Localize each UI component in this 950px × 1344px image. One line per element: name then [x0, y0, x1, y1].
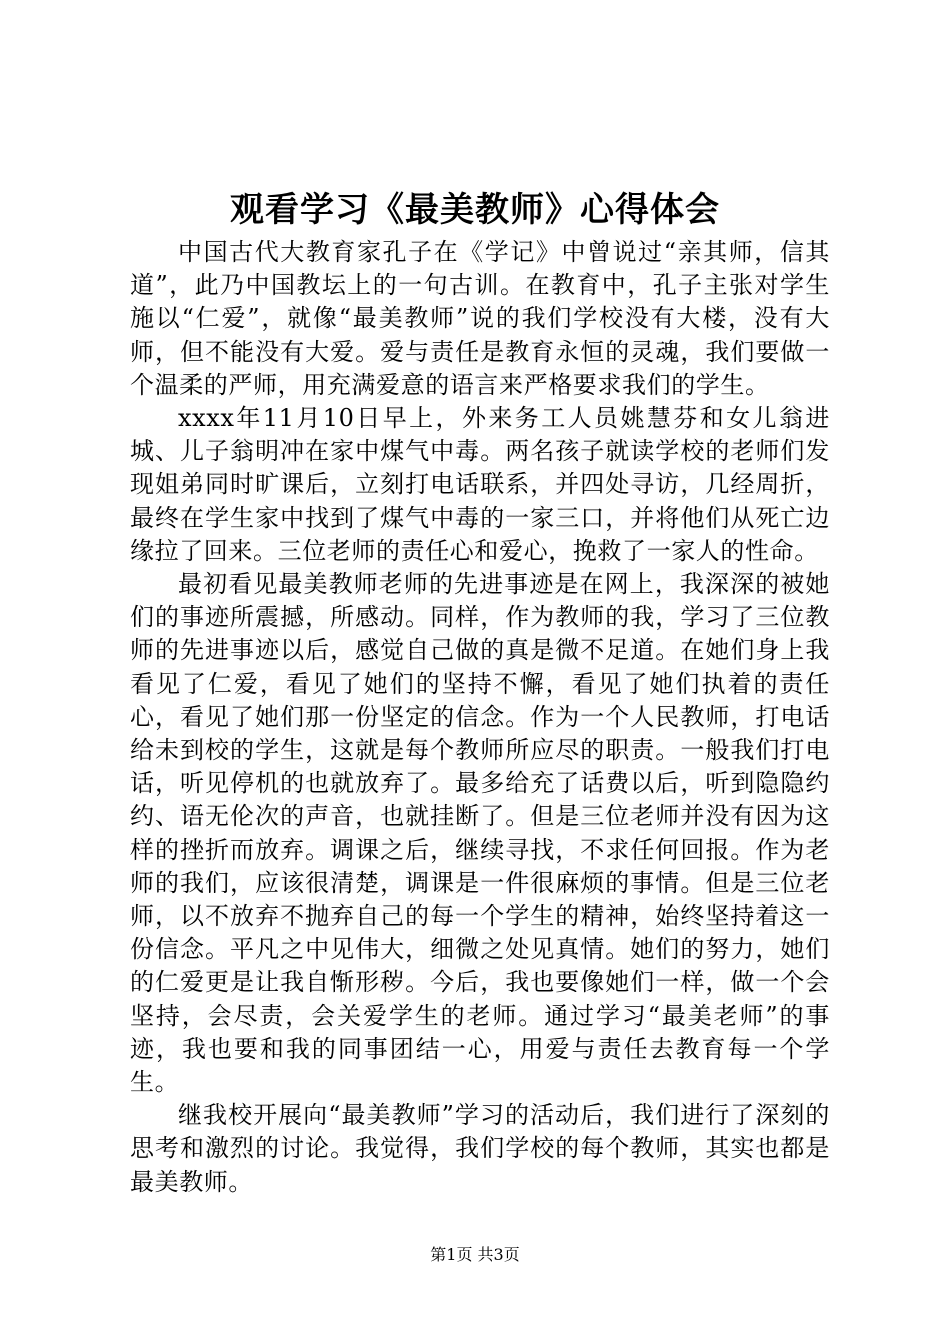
paragraph-4: 继我校开展向“最美教师”学习的活动后，我们进行了深刻的思考和激烈的讨论。我觉得，我们学校的每个教师，其实也都是最美教师。 — [130, 1101, 830, 1196]
paragraph-3: 最初看见最美教师老师的先进事迹是在网上，我深深的被她们的事迹所震撼，所感动。同样，作为教师的我，学习了三位教师的先进事迹以后，感觉自己做的真是微不足道。在她们身上我看见了仁爱，看见了她们的坚持不懈，看见了她们执着的责任心，看见了她们那一份坚定的信念。作为一个人民教师，打电话给未到校的学生，这就是每个教师所应尽的职责。一般我们打电话，听见停机的也就放弃了。最多给充了话费以后，听到隐隐约约、语无伦次的声音，也就挂断了。但是三位老师并没有因为这样的挫折而放弃。调课之后，继续寻找，不求任何回报。作为老师的我们，应该很清楚，调课是一件很麻烦的事情。但是三位老师，以不放弃不抛弃自己的每一个学生的精神，始终坚持着这一份信念。平凡之中见伟大，细微之处见真情。她们的努力，她们的仁爱更是让我自惭形秽。今后，我也要像她们一样，做一个会坚持，会尽责，会关爱学生的老师。通过学习“最美老师”的事迹，我也要和我的同事团结一心，用爱与责任去教育每一个学生。 — [130, 570, 830, 1097]
paragraph-1: 中国古代大教育家孔子在《学记》中曾说过“亲其师，信其道”，此乃中国教坛上的一句古训。在教育中，孔子主张对学生施以“仁爱”，就像“最美教师”说的我们学校没有大楼，没有大师，但不能没有大爱。爱与责任是教育永恒的灵魂，我们要做一个温柔的严师，用充满爱意的语言来严格要求我们的学生。 — [130, 238, 830, 399]
document-body — [130, 236, 830, 1199]
paragraph-2: xxxx年11月10日早上，外来务工人员姚慧芬和女儿翁进城、儿子翁明冲在家中煤气中毒。两名孩子就读学校的老师们发现姐弟同时旷课后，立刻打电话联系，并四处寻访，几经周折，最终在学生家中找到了煤气中毒的一家三口，并将他们从死亡边缘拉了回来。三位老师的责任心和爱心，挽救了一家人的性命。 — [130, 404, 830, 565]
page-footer: 第1页 共3页 — [430, 1245, 520, 1264]
document-title: 观看学习《最美教师》心得体会 — [230, 190, 720, 230]
